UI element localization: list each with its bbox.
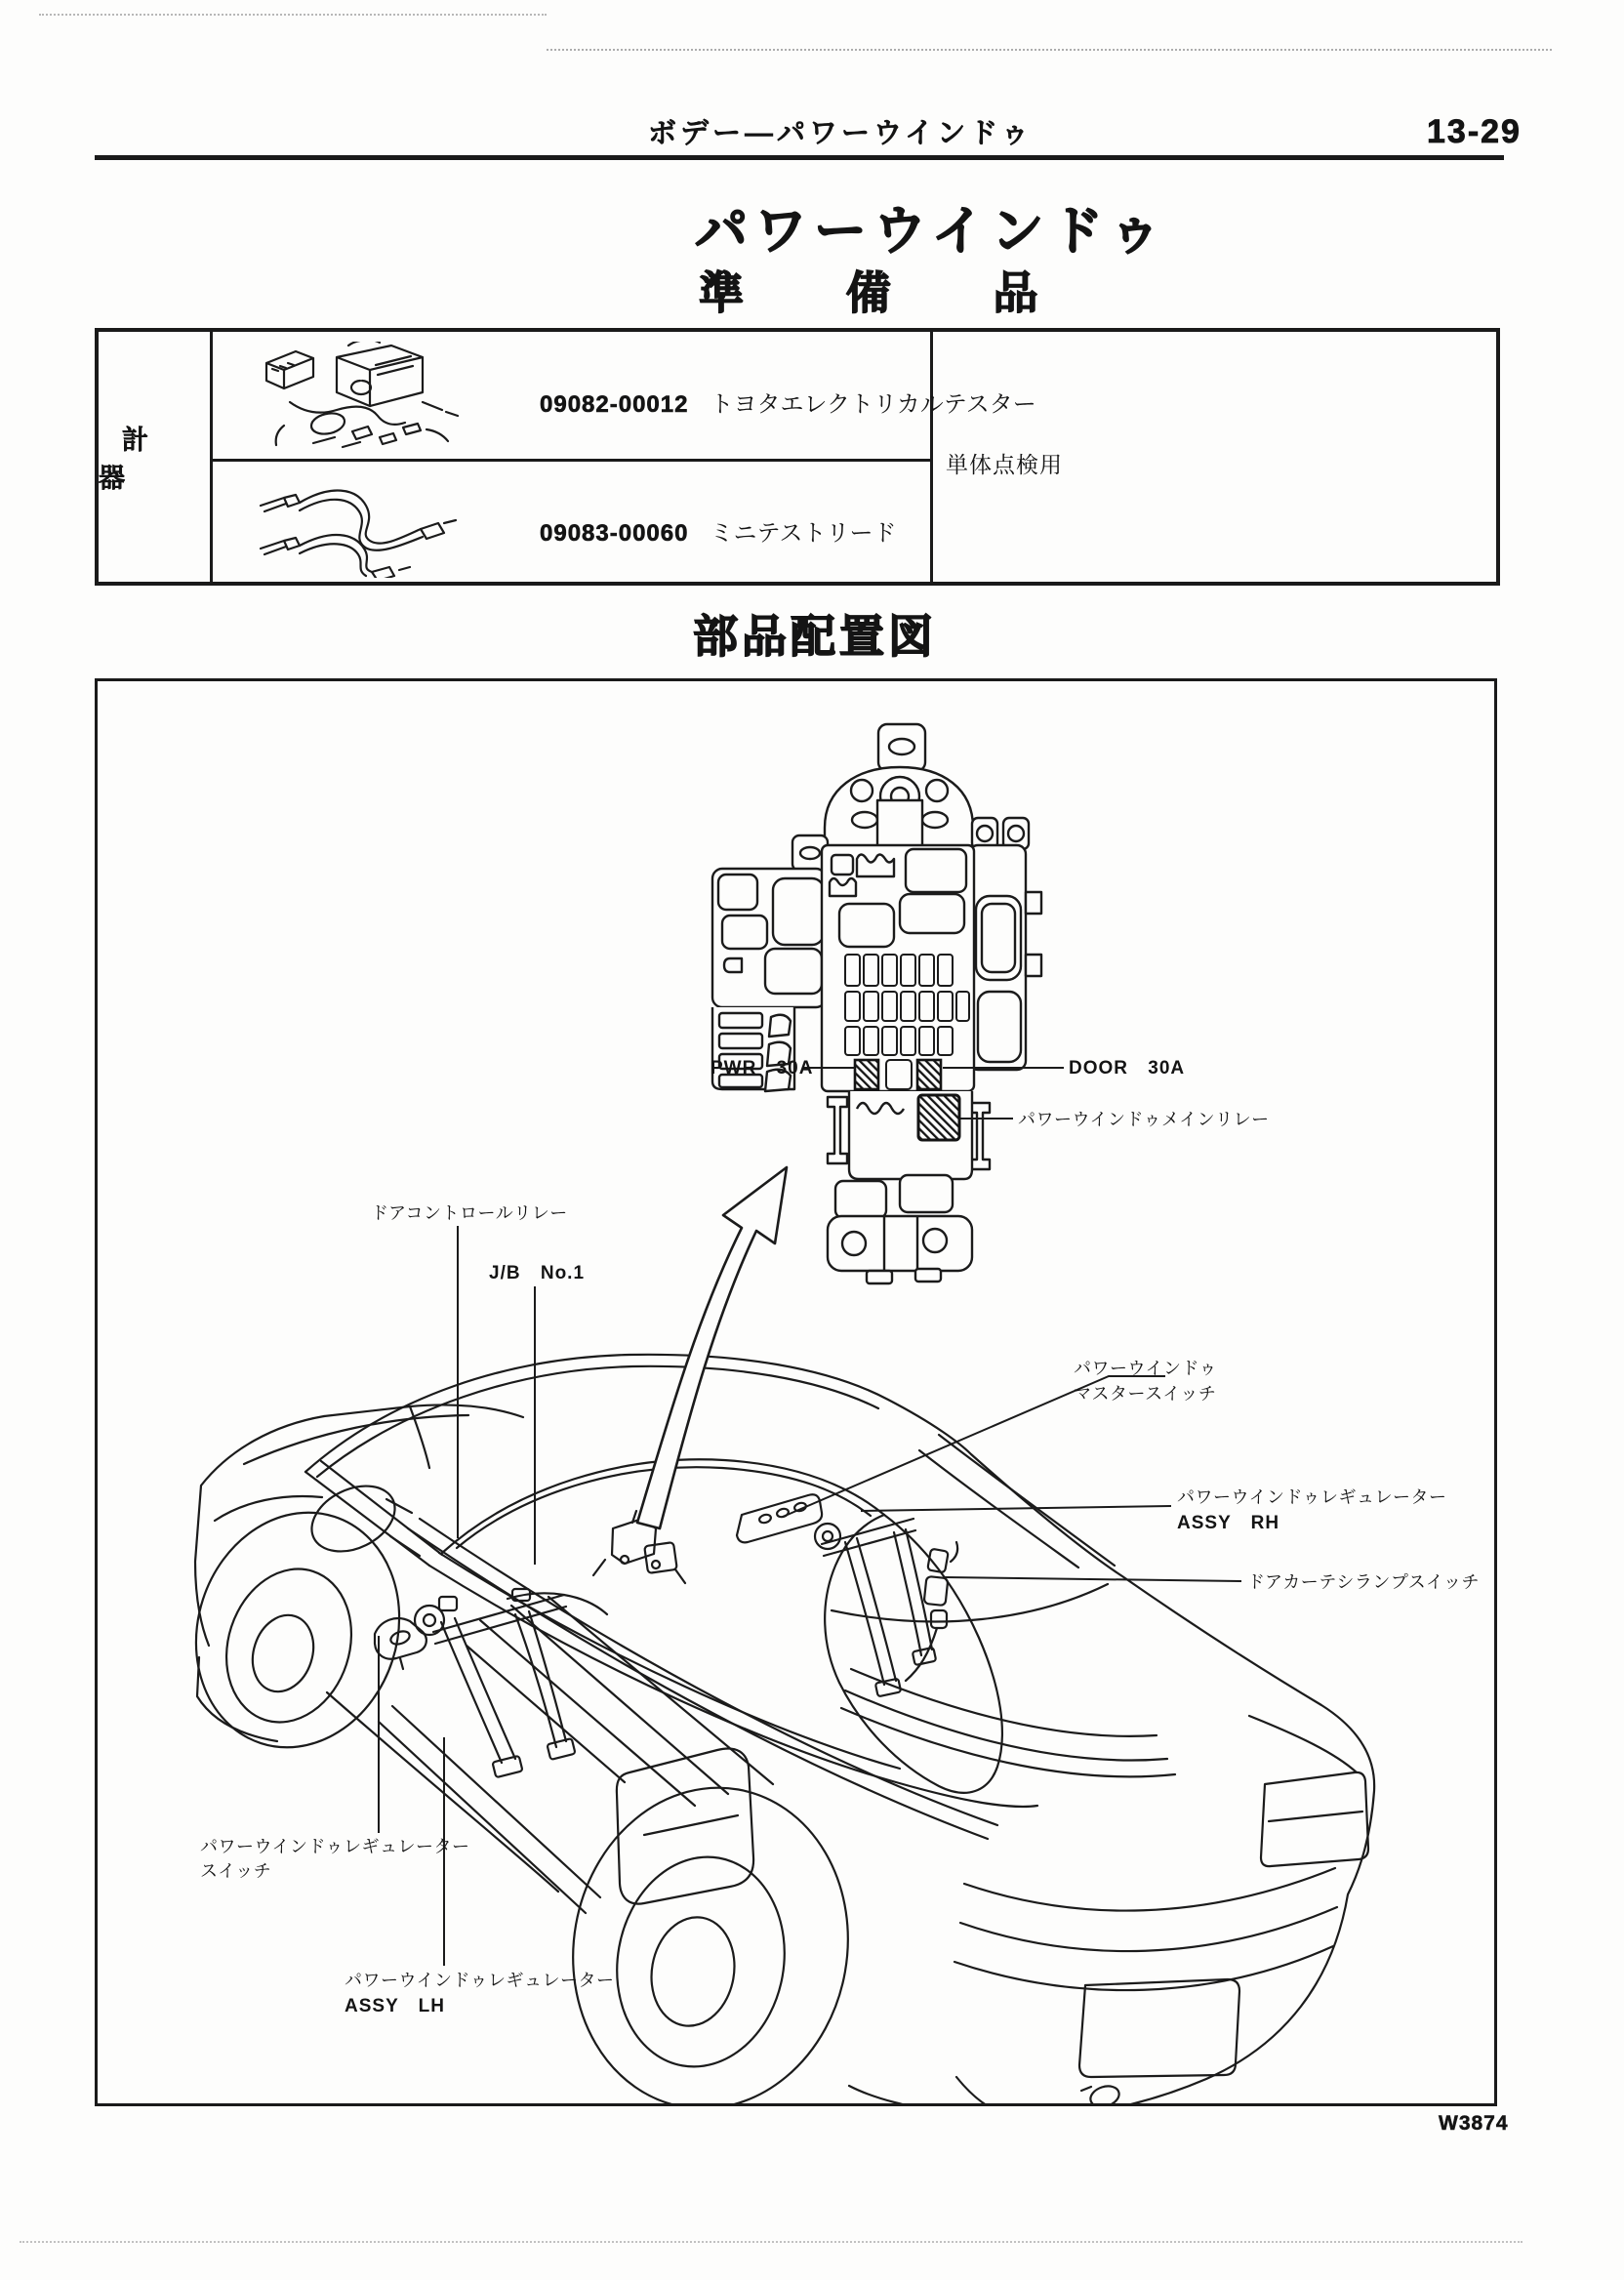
table-divider (930, 332, 933, 582)
section-title-parts-layout: 部品配置図 (693, 611, 937, 662)
label-regulator-rh-line2: ASSY RH (1177, 1513, 1280, 1533)
part-row (540, 385, 1036, 419)
part-number: 09083-00060 (540, 520, 689, 547)
regulator-switch-illustration (375, 1618, 426, 1669)
pointer-arrow (637, 1167, 787, 1528)
page-title: パワーウインドゥ (695, 202, 1169, 261)
scan-noise (39, 14, 547, 16)
breadcrumb: ボデー―パワーウインドゥ (648, 118, 1034, 149)
scan-noise (20, 2241, 1522, 2243)
test-leads-illustration (255, 472, 479, 578)
door-fuse-highlight (917, 1060, 941, 1089)
preparation-table (95, 328, 1500, 586)
label-regulator-rh-line1: パワーウインドゥレギュレーター (1177, 1487, 1447, 1507)
part-name: ミニテストリード (710, 520, 897, 547)
pwr-fuse-highlight (855, 1060, 878, 1089)
label-courtesy-switch: ドアカーテシランプスイッチ (1247, 1572, 1480, 1592)
usage-note: 単体点検用 (946, 452, 1063, 477)
label-regulator-switch-line2: スイッチ (200, 1861, 272, 1881)
car-cutaway-illustration (166, 1355, 1374, 2103)
parts-location-figure (95, 678, 1497, 2106)
figure-code: W3874 (1439, 2112, 1509, 2135)
table-row-divider (213, 459, 930, 462)
master-switch-illustration (737, 1494, 822, 1542)
label-regulator-lh-line1: パワーウインドゥレギュレーター (345, 1971, 615, 1990)
part-number: 09082-00012 (540, 391, 689, 418)
page-number: 13-29 (1427, 113, 1522, 150)
parts-location-svg (98, 681, 1494, 2103)
electrical-tester-illustration (255, 342, 479, 455)
label-door-control-relay: ドアコントロールリレー (371, 1203, 568, 1223)
header-rule (95, 155, 1504, 160)
label-regulator-switch-line1: パワーウインドゥレギュレーター (200, 1837, 470, 1856)
label-junction-block: J/B No.1 (489, 1263, 586, 1283)
section-title-preparation: 準 備 品 (699, 267, 1083, 318)
table-divider (210, 332, 213, 582)
label-master-switch-line2: マスタースイッチ (1074, 1384, 1217, 1404)
label-master-switch-line1: パワーウインドゥ (1074, 1359, 1218, 1378)
part-name: トヨタエレクトリカルテスター (710, 391, 1036, 418)
main-relay-highlight (918, 1095, 959, 1140)
label-regulator-lh-line2: ASSY LH (345, 1996, 446, 2016)
label-door-fuse: DOOR 30A (1069, 1058, 1186, 1079)
part-row (540, 513, 897, 548)
label-main-relay: パワーウインドゥメインリレー (1018, 1110, 1270, 1129)
table-category-cell: 計 器 (99, 426, 172, 493)
scan-noise (547, 49, 1552, 51)
label-pwr-fuse: PWR 30A (710, 1058, 814, 1079)
